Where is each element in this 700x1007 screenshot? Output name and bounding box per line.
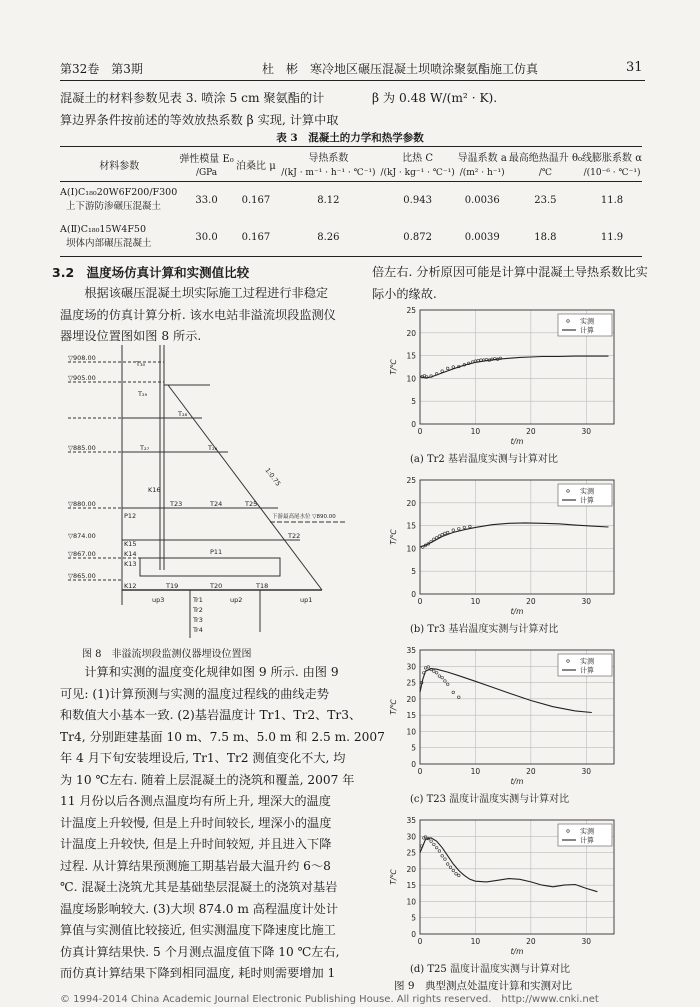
text-line: 温度场影响较大. (3)大坝 874.0 m 高程温度计处计 bbox=[60, 901, 339, 916]
table-unit-cell: /GPa bbox=[195, 168, 218, 178]
instrument-label: T24 bbox=[210, 500, 223, 508]
text-line: 算值与实测值比较接近, 但实测温度下降速度比施工 bbox=[60, 923, 336, 937]
chart-a-subcaption: (a) Tr2 基岩温度实测与计算对比 bbox=[410, 454, 558, 465]
chart-c bbox=[382, 640, 622, 786]
text-line: 计温度上升较快, 但是上升时间较短, 并且进入下降 bbox=[60, 837, 332, 851]
right-paragraph bbox=[372, 262, 648, 305]
measured-point bbox=[441, 676, 444, 679]
parameter-table bbox=[60, 146, 642, 257]
y-tick-label: 0 bbox=[411, 930, 416, 939]
measured-point bbox=[446, 863, 449, 866]
y-tick-label: 35 bbox=[406, 646, 416, 655]
running-title: 杜 彬 寒冷地区碾压混凝土坝喷涂聚氨酯施工仿真 bbox=[262, 62, 539, 76]
measured-point bbox=[458, 527, 461, 530]
figure8-caption: 图 8 非溢流坝段监测仪器埋设位置图 bbox=[82, 649, 252, 660]
tailwater-label: 下游最高尾水位 ▽890.00 bbox=[272, 514, 336, 520]
x-tick-label: 30 bbox=[581, 597, 592, 606]
measured-point bbox=[424, 667, 427, 670]
instrument-label: T19 bbox=[166, 582, 179, 590]
x-tick-label: 0 bbox=[417, 937, 423, 946]
y-tick-label: 25 bbox=[406, 476, 416, 485]
x-tick-label: 20 bbox=[526, 767, 536, 776]
section-heading: 3.2 温度场仿真计算和实测值比较 bbox=[52, 265, 250, 280]
measured-point bbox=[449, 866, 452, 869]
x-tick-label: 30 bbox=[581, 767, 592, 776]
text-line: 为 10 ℃左右. 随着上层混凝土的浇筑和覆盖, 2007 年 bbox=[60, 772, 355, 787]
table-caption: 表 3 混凝土的力学和热学参数 bbox=[276, 132, 424, 144]
x-tick-label: 30 bbox=[581, 937, 592, 946]
table-row bbox=[60, 218, 642, 257]
instrument-label: T20 bbox=[210, 582, 223, 590]
measured-point bbox=[444, 858, 447, 861]
table-unit-cell: /℃ bbox=[538, 168, 552, 178]
legend-computed-label: 计算 bbox=[580, 326, 594, 335]
y-tick-label: 0 bbox=[411, 760, 416, 769]
chart-d-subcaption: (d) T25 温度计温度实测与计算对比 bbox=[410, 964, 570, 975]
table-header-cell: 线膨胀系数 α bbox=[582, 152, 642, 164]
x-tick-label: 10 bbox=[470, 767, 481, 776]
elevation-label: ▽908.00 bbox=[68, 354, 96, 362]
material-desc: 坝体内部碾压混凝土 bbox=[66, 238, 152, 249]
table-header-cell: 导热系数 bbox=[308, 152, 349, 164]
legend-computed-label: 计算 bbox=[580, 666, 594, 675]
text-line: 计温度上升较慢, 但是上升时间较长, 埋深小的温度 bbox=[60, 815, 332, 830]
dam-instrument-drawing bbox=[60, 340, 350, 640]
x-tick-label: 30 bbox=[581, 427, 592, 436]
y-tick-label: 15 bbox=[406, 881, 416, 891]
measured-point bbox=[441, 855, 444, 858]
text-line: Tr4, 分别距建基面 10 m、7.5 m、5.0 m 和 2.5 m. 2007 bbox=[60, 729, 385, 744]
y-tick-label: 20 bbox=[406, 694, 416, 704]
y-tick-label: 15 bbox=[406, 711, 416, 721]
y-tick-label: 5 bbox=[411, 567, 416, 577]
y-tick-label: 0 bbox=[411, 420, 416, 429]
measured-point bbox=[438, 675, 441, 678]
y-tick-label: 35 bbox=[406, 816, 416, 825]
table-header-row bbox=[60, 147, 642, 166]
measured-point bbox=[435, 672, 438, 675]
legend-computed-label: 计算 bbox=[580, 836, 594, 845]
legend-measured-label: 实测 bbox=[580, 827, 594, 836]
measured-point bbox=[444, 680, 447, 683]
legend-measured-label: 实测 bbox=[580, 487, 594, 496]
material-desc: 上下游防渗碾压混凝土 bbox=[66, 201, 162, 212]
table-unit-cell: /(kJ · kg⁻¹ · ℃⁻¹) bbox=[380, 168, 455, 178]
elevation-label: ▽905.00 bbox=[68, 374, 96, 382]
x-axis-label: t/m bbox=[510, 777, 524, 786]
instrument-label: Tr1 bbox=[193, 596, 203, 604]
y-tick-label: 10 bbox=[406, 544, 416, 554]
x-tick-label: 0 bbox=[417, 597, 423, 606]
y-axis-label: T/℃ bbox=[389, 699, 398, 715]
measured-point bbox=[463, 526, 466, 529]
table-cell: 23.5 bbox=[534, 194, 557, 206]
measured-point bbox=[438, 850, 441, 853]
x-axis-label: t/m bbox=[510, 607, 524, 616]
table-header-cell: 泊桑比 μ bbox=[236, 160, 276, 172]
table-material-cell bbox=[60, 218, 179, 257]
elevation-label: ▽880.00 bbox=[68, 500, 96, 508]
legend-measured-label: 实测 bbox=[580, 317, 594, 326]
instrument-label: K13 bbox=[124, 560, 137, 568]
page-number: 31 bbox=[626, 60, 643, 75]
instrument-label: Tr4 bbox=[193, 626, 203, 634]
x-tick-label: 0 bbox=[417, 427, 423, 436]
intro-right: β 为 0.48 W/(m² · K). bbox=[372, 91, 498, 105]
y-axis-label: T/℃ bbox=[389, 359, 398, 375]
computed-series-line bbox=[420, 523, 609, 547]
intro-line: 混凝土的材料参数见表 3. 喷涂 5 cm 聚氨酯的计 bbox=[60, 91, 325, 105]
elevation-label: ▽867.00 bbox=[68, 550, 96, 558]
chart-d bbox=[382, 810, 622, 956]
copyright-footer: © 1994-2014 China Academic Journal Electronic Publishing House. All rights reserved. http://www.cnki.net bbox=[60, 994, 599, 1005]
y-tick-label: 5 bbox=[411, 397, 416, 407]
y-tick-label: 10 bbox=[406, 374, 416, 384]
table-unit-cell: /(m² · h⁻¹) bbox=[459, 168, 505, 178]
measured-point bbox=[435, 846, 438, 849]
table-cell: 11.8 bbox=[600, 194, 624, 206]
table-material-cell bbox=[60, 182, 179, 219]
table-cell: 30.0 bbox=[195, 231, 218, 243]
text-line: 年 4 月下旬安装埋设后, Tr1、Tr2 测值变化不大, 均 bbox=[60, 751, 346, 765]
x-tick-label: 0 bbox=[417, 767, 423, 776]
measured-point bbox=[430, 840, 433, 843]
instrument-label: P12 bbox=[124, 512, 137, 520]
instrument-label: K15 bbox=[124, 540, 137, 548]
y-axis-label: T/℃ bbox=[389, 869, 398, 885]
y-axis-label: T/℃ bbox=[389, 529, 398, 545]
measured-point bbox=[452, 529, 455, 532]
measured-point bbox=[458, 696, 461, 699]
measured-point bbox=[433, 843, 436, 846]
instrument-label: T₃₀ bbox=[136, 360, 146, 368]
instrument-label: T22 bbox=[288, 532, 301, 540]
table-cell: 8.26 bbox=[317, 231, 340, 243]
text-line: 温度场的仿真计算分析. 该水电站非溢流坝段监测仪 bbox=[60, 307, 336, 322]
table-cell: 18.8 bbox=[534, 231, 557, 243]
instrument-label: Tr3 bbox=[193, 616, 203, 624]
chart-a bbox=[382, 300, 622, 446]
text-line: 器埋设位置图如图 8 所示. bbox=[60, 329, 202, 343]
table-unit-cell: /(kJ · m⁻¹ · h⁻¹ · ℃⁻¹) bbox=[281, 168, 376, 178]
instrument-label: T25 bbox=[245, 500, 258, 508]
instrument-label: T₂₇ bbox=[140, 444, 150, 452]
table-cell: 0.943 bbox=[403, 194, 432, 206]
y-tick-label: 25 bbox=[406, 306, 416, 315]
measured-point bbox=[452, 691, 455, 694]
table-cell: 11.9 bbox=[600, 231, 624, 243]
table-header-cell: 导温系数 a bbox=[457, 152, 507, 164]
text-line: 过程. 从计算结果预测施工期基岩最大温升约 6～8 bbox=[60, 858, 331, 873]
instrument-label: K12 bbox=[124, 582, 137, 590]
material-grade: A(Ⅰ)C₁₈₀20W6F200/F300 bbox=[60, 187, 178, 198]
table-header-cell: 最高绝热温升 θ₀ bbox=[508, 152, 583, 164]
text-line: 可见: (1)计算预测与实测的温度过程线的曲线走势 bbox=[60, 686, 329, 701]
measured-point bbox=[433, 670, 436, 673]
y-tick-label: 5 bbox=[411, 743, 416, 753]
instrument-label: K16 bbox=[148, 486, 161, 494]
measured-point bbox=[452, 366, 455, 369]
y-tick-label: 15 bbox=[406, 351, 416, 361]
x-tick-label: 20 bbox=[526, 597, 536, 606]
measured-point bbox=[446, 531, 449, 534]
instrument-label: K14 bbox=[124, 550, 137, 558]
table-cell: 33.0 bbox=[195, 194, 218, 206]
table-cell: 0.167 bbox=[241, 231, 271, 243]
table-header-cell: 比热 C bbox=[402, 152, 434, 164]
intro-left bbox=[60, 88, 338, 131]
y-tick-label: 15 bbox=[406, 521, 416, 531]
y-tick-label: 25 bbox=[406, 678, 416, 688]
table-header-cell: 材料参数 bbox=[99, 160, 140, 172]
table-cell: 0.0036 bbox=[464, 194, 500, 206]
text-line: 倍左右. 分析原因可能是计算中混凝土导热系数比实 bbox=[372, 265, 648, 279]
measured-point bbox=[444, 532, 447, 535]
text-line: 计算和实测的温度变化规律如图 9 所示. 由图 9 bbox=[60, 665, 339, 679]
instrument-label: Tr2 bbox=[193, 606, 203, 614]
x-tick-label: 20 bbox=[526, 427, 536, 436]
left-paragraph-1 bbox=[60, 283, 336, 348]
text-line: 和数值大小基本一致. (2)基岩温度计 Tr1、Tr2、Tr3、 bbox=[60, 708, 362, 722]
y-tick-label: 30 bbox=[406, 662, 416, 672]
table-cell: 0.872 bbox=[403, 231, 432, 243]
y-tick-label: 10 bbox=[406, 897, 416, 907]
figure9 bbox=[382, 300, 622, 993]
measured-point bbox=[458, 874, 461, 877]
chart-b bbox=[382, 470, 622, 616]
table-unit-cell: /(10⁻⁶ · ℃⁻¹) bbox=[583, 168, 641, 178]
y-tick-label: 20 bbox=[406, 328, 416, 338]
text-line: 际小的缘故. bbox=[372, 286, 437, 301]
table-row bbox=[60, 182, 642, 219]
instrument-label: up1 bbox=[300, 596, 313, 604]
left-paragraph-2 bbox=[60, 662, 385, 985]
journal-volume: 第32卷 第3期 bbox=[60, 62, 143, 76]
instrument-label: T₂₉ bbox=[138, 390, 148, 398]
legend-measured-label: 实测 bbox=[580, 657, 594, 666]
legend-computed-label: 计算 bbox=[580, 496, 594, 505]
instrument-label: up3 bbox=[152, 596, 165, 604]
table-cell: 0.0039 bbox=[464, 231, 500, 243]
text-line: 仿真计算结果快. 5 个月测点温度值下降 10 ℃左右, bbox=[60, 944, 340, 959]
x-tick-label: 10 bbox=[470, 427, 481, 436]
table-cell: 8.12 bbox=[317, 194, 340, 206]
elevation-label: ▽874.00 bbox=[68, 532, 96, 540]
chart-c-subcaption: (c) T23 温度计温度实测与计算对比 bbox=[410, 794, 570, 805]
x-tick-label: 10 bbox=[470, 597, 481, 606]
y-tick-label: 0 bbox=[411, 590, 416, 599]
instrument-label: T23 bbox=[170, 500, 183, 508]
instrument-label: up2 bbox=[230, 596, 243, 604]
instrument-label: T18 bbox=[256, 582, 269, 590]
x-tick-label: 10 bbox=[470, 937, 481, 946]
y-tick-label: 20 bbox=[406, 864, 416, 874]
measured-point bbox=[455, 872, 458, 875]
y-tick-label: 20 bbox=[406, 498, 416, 508]
y-tick-label: 30 bbox=[406, 832, 416, 842]
text-line: 根据该碾压混凝土坝实际施工过程进行非稳定 bbox=[60, 286, 329, 300]
figure9-caption: 图 9 典型测点处温度计算和实测对比 bbox=[394, 980, 573, 992]
slope-label: 1:0.75 bbox=[263, 466, 283, 488]
x-axis-label: t/m bbox=[510, 947, 524, 956]
text-line: ℃. 混凝土浇筑尤其是基础垫层混凝土的浇筑对基岩 bbox=[60, 880, 338, 894]
elevation-label: ▽885.00 bbox=[68, 444, 96, 452]
intro-line: 算边界条件按前述的等效放热系数 β 实现, 计算中取 bbox=[60, 112, 339, 127]
measured-point bbox=[452, 869, 455, 872]
instrument-label: P11 bbox=[210, 548, 223, 556]
x-axis-label: t/m bbox=[510, 437, 524, 446]
table-cell: 0.167 bbox=[241, 194, 271, 206]
instrument-label: T₂₆ bbox=[208, 444, 218, 452]
elevation-label: ▽865.00 bbox=[68, 572, 96, 580]
measured-point bbox=[446, 367, 449, 370]
table-header-cell: 弹性模量 E₀ bbox=[179, 153, 234, 165]
y-tick-label: 25 bbox=[406, 848, 416, 858]
text-line: 11 月份以后各测点温度均有所上升, 埋深大的温度 bbox=[60, 794, 331, 808]
material-grade: A(Ⅱ)C₁₈₀15W4F50 bbox=[60, 224, 147, 235]
chart-b-subcaption: (b) Tr3 基岩温度实测与计算对比 bbox=[410, 624, 559, 635]
instrument-label: T₂₈ bbox=[178, 410, 188, 418]
measured-point bbox=[446, 683, 449, 686]
text-line: 而仿真计算结果下降到相同温度, 耗时则需要增加 1 bbox=[60, 966, 336, 980]
y-tick-label: 10 bbox=[406, 727, 416, 737]
x-tick-label: 20 bbox=[526, 937, 536, 946]
y-tick-label: 5 bbox=[411, 913, 416, 923]
header-rule bbox=[60, 80, 645, 81]
